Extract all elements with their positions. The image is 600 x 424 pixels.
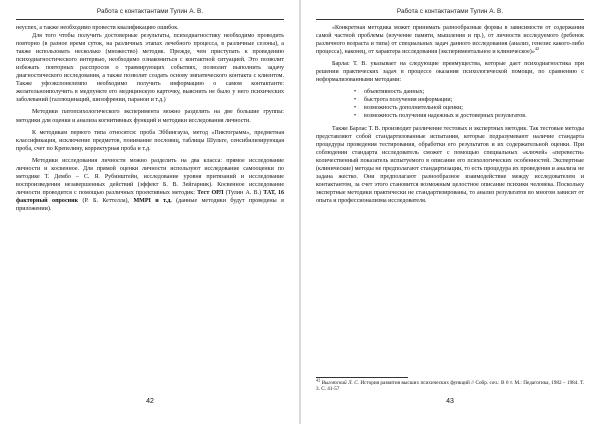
list-item bbox=[354, 96, 584, 104]
footnote bbox=[316, 377, 585, 393]
text-run: Методики исследования личности можно разделить на два класса: прямое исследование личности и косвенное. Для прямой оценки личности используют исследование самооценки по методике Т. Дембо – С. Я. Рубинштейн, исследование уровня притязаний и исследование воспроизведения незавершенных действий (эффект Б. В. Зейгарник). Косвенное исследование личности проводится с помощью различных проективных методик: bbox=[16, 157, 284, 196]
list-item bbox=[354, 88, 584, 96]
list-item bbox=[354, 112, 584, 120]
paragraph: Для того чтобы получить достоверные результаты, психодиагностику необходимо проводить повторно (в разное время суток, на различных этапах лечебного процесса, в различные сезоны), а также использовать несколько (множество) методик. Прежде, чем приступать к проведению психодиагностического интервью, необходимо ознакомиться с контактной ситуацией. Это позволит избежать повторных расспросов о травмирующих событиях, позволит выполнить задачу диагностического исследования, а также позволит создать основу эмпатического контакта с клиентом. Также уфоэкспонелемпо необходимо получить информацию о самом контактанте: желательноиполучить в медпункте его медицинскую карточку, выяснить не было у него психических заболеваний (галлюцинаций, шизофрении, паранои и т.д.) bbox=[16, 33, 284, 104]
quote-text: «Конкретная методика может принимать разнообразные формы в зависимости от содержания самой частной проблемы (изучение памяти, мышления и пр.), от личности исследуемого (ребенок различного возраста и типа) от специальных задач данного исследования (анализ, генезис какого-либо процесса), наконец, от характера исследования (экспериментальное и клиническое)» bbox=[316, 25, 584, 56]
list-item bbox=[354, 104, 584, 112]
bold-term: ТАТ, 16 факторный опросник bbox=[16, 189, 284, 204]
header-rule-left bbox=[16, 19, 284, 20]
page-number-left: 42 bbox=[146, 398, 154, 405]
advantages-list bbox=[316, 88, 584, 120]
footnote-author: Выготский Л. С. bbox=[321, 380, 359, 386]
running-head-right: Работа с контактантами Тулин А. В. bbox=[396, 8, 504, 15]
bold-term: ММРІ и т.д. bbox=[133, 197, 172, 204]
paragraph: Также Барлас Т. В. производит различение тестовых и экспертных методик. Так тестовые методы представляют собой стандартизованные испытания, которые подразумевают наличие стандарта процедуры проведения тестирования, обработки его результатов и их содержательной оценки. При соблюдении стандарта исследователь сможет с помощью специальных «ключей» «перевести» количественный показатель испытуемого в описание его психологических особенностей. Экспертные (клинические) методы не предполагают стандартизации, то есть процедура их проведения и анализа не задана жестко. Они предполагают разнообразное взаимодействие между исследователем и контактантом, за счет этого становится возможным целостное описание психики человека. Поскольку экспертные методики практически не стандартизированы, то анализ результатов во многом зависит от опыта и профессионализма исследователя. bbox=[316, 125, 584, 204]
bullet-icon: • bbox=[354, 105, 357, 112]
right-page bbox=[300, 0, 600, 424]
right-page-body bbox=[316, 24, 584, 205]
paragraph: Методики патопсихологического эксперимента можно разделить на две большие группы: методики для оценки и анализа когнитивных функций и методики исследования личности. bbox=[16, 109, 284, 124]
paragraph bbox=[16, 157, 284, 213]
list-item-text: возможность получения надежных и достоверных результатов. bbox=[364, 113, 527, 120]
footnote-text: История развития высших психических функций // Собр. соч.: В 6 т. М.: Педагогика, 1982 – 1984. Т. 3. С. 41-57 bbox=[316, 380, 585, 393]
list-item-text: объективность данных; bbox=[364, 89, 425, 96]
left-page-body bbox=[16, 24, 284, 213]
footnote-ref: 42 bbox=[534, 46, 540, 52]
list-item-text: быстрота получения информации; bbox=[364, 97, 453, 104]
text-run: (Р. Б. Кеттелла), bbox=[78, 197, 134, 204]
text-run: (Тулин А. В.) bbox=[223, 189, 264, 196]
header-rule-right bbox=[316, 19, 584, 20]
bold-term: Тест ОРЛ bbox=[197, 189, 224, 196]
paragraph: Барлас Т. В. указывает на следующие преимущества, которые дает психодиагностика при решении практических задач в процессе оказания психологической помощи, по сравнению с неформализованными методами: bbox=[316, 61, 584, 84]
text-run: (данные методики будут проведены в приложении). bbox=[16, 197, 284, 212]
paragraph: К методикам первого типа относятся: проба Эббингауза, метод «Пиктограмм», предметная классификация, исключение предметов, понимание пословиц, таблицы Шульте, сенсибилизирующая проба, счет по Крепелину, корректурная проба и т.д. bbox=[16, 129, 284, 152]
footnote-rule bbox=[316, 377, 408, 378]
bullet-icon: • bbox=[354, 97, 357, 104]
quote-paragraph bbox=[316, 24, 584, 56]
bullet-icon: • bbox=[354, 89, 357, 96]
page-number-right: 43 bbox=[446, 398, 454, 405]
running-head-left: Работа с контактантами Тулин А. В. bbox=[96, 8, 204, 15]
paragraph: неуспех, а также необходимо провести квалификацию ошибок. bbox=[16, 25, 179, 31]
list-item-text: возможность дополнительной оценки; bbox=[364, 105, 463, 112]
bullet-icon: • bbox=[354, 113, 357, 120]
footnote-mark: 42 bbox=[316, 377, 321, 383]
